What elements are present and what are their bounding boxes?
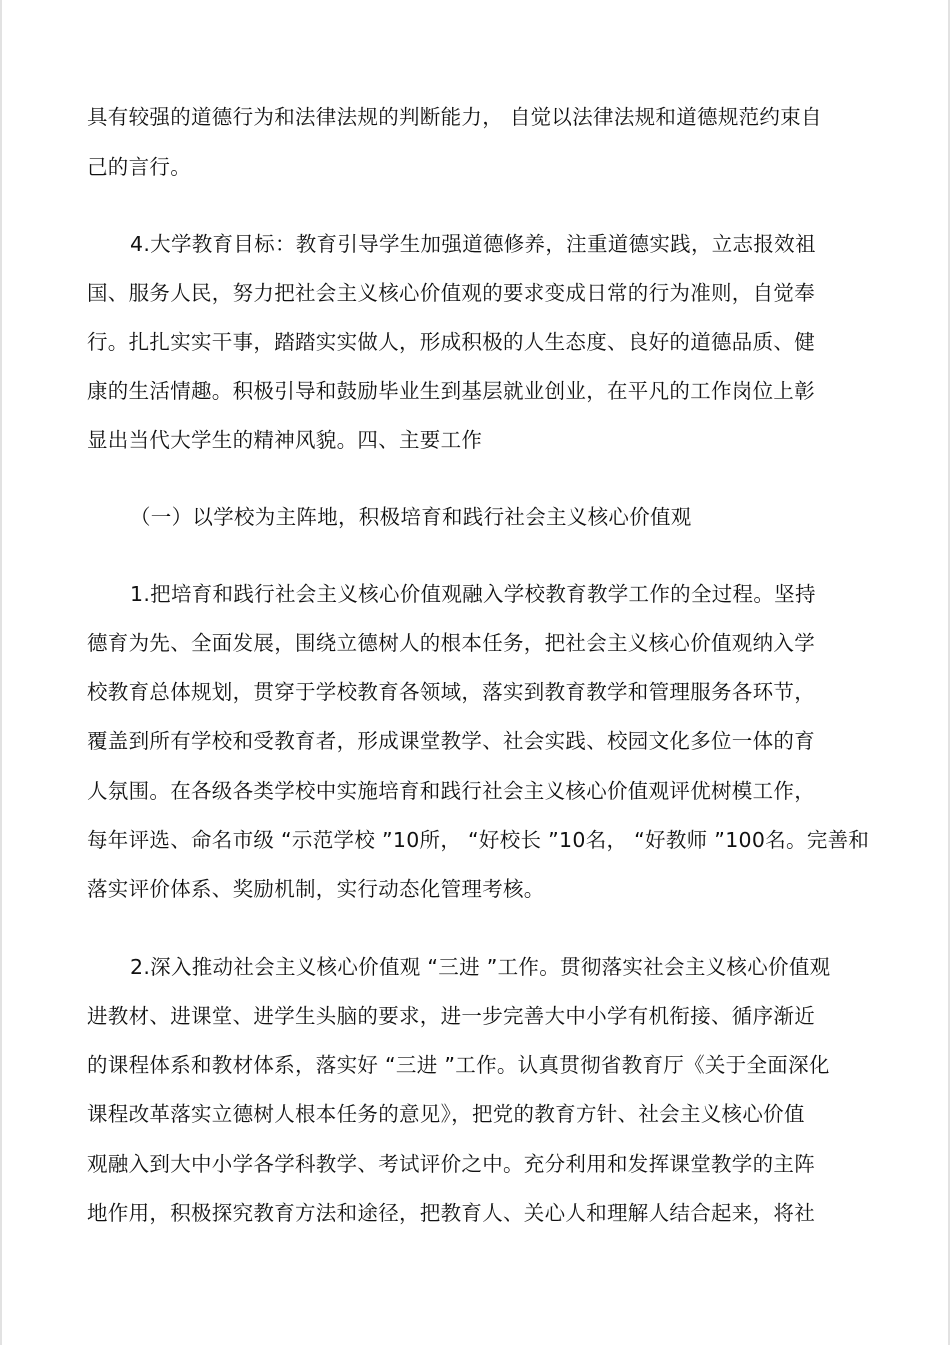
text-line-18: 的课程体系和教材体系，落实好 “三进 ”工作。认真贯彻省教育厅《关于全面深化: [87, 1053, 830, 1077]
text-line-11: 校教育总体规划，贯穿于学校教育各领域，落实到教育教学和管理服务各环节，: [87, 680, 815, 704]
text-line-7: 显出当代大学生的精神风貌。四、主要工作: [87, 428, 483, 452]
text-line-17: 进教材、进课堂、进学生头脑的要求，进一步完善大中小学有机衔接、循序渐近: [87, 1004, 815, 1028]
text-line-10: 德育为先、全面发展，围绕立德树人的根本任务，把社会主义核心价值观纳入学: [87, 631, 815, 655]
text-line-13: 人氛围。在各级各类学校中实施培育和践行社会主义核心价值观评优树模工作，: [87, 779, 815, 803]
text-line-3: 4.大学教育目标：教育引导学生加强道德修养，注重道德实践，立志报效祖: [130, 232, 816, 256]
text-line-2: 己的言行。: [87, 155, 191, 179]
text-line-21: 地作用，积极探究教育方法和途径，把教育人、关心人和理解人结合起来，将社: [87, 1201, 815, 1225]
section-heading: （一）以学校为主阵地，积极培育和践行社会主义核心价值观: [130, 505, 692, 529]
text-line-1: 具有较强的道德行为和法律法规的判断能力， 自觉以法律法规和道德规范约束自: [87, 105, 822, 129]
text-line-9: 1.把培育和践行社会主义核心价值观融入学校教育教学工作的全过程。坚持: [130, 582, 816, 606]
text-line-19: 课程改革落实立德树人根本任务的意见》，把党的教育方针、社会主义核心价值: [87, 1102, 805, 1126]
text-line-5: 行。扎扎实实干事，踏踏实实做人，形成积极的人生态度、良好的道德品质、健: [87, 330, 815, 354]
text-line-14: 每年评选、命名市级 “示范学校 ”10所， “好校长 ”10名， “好教师 ”100名。完善和: [87, 828, 870, 852]
text-line-12: 覆盖到所有学校和受教育者，形成课堂教学、社会实践、校园文化多位一体的育: [87, 729, 815, 753]
page-edge-left: [0, 0, 2, 1345]
text-line-4: 国、服务人民，努力把社会主义核心价值观的要求变成日常的行为准则，自觉奉: [87, 281, 815, 305]
text-line-20: 观融入到大中小学各学科教学、考试评价之中。充分利用和发挥课堂教学的主阵: [87, 1152, 815, 1176]
text-line-15: 落实评价体系、奖励机制，实行动态化管理考核。: [87, 877, 545, 901]
text-line-6: 康的生活情趣。积极引导和鼓励毕业生到基层就业创业，在平凡的工作岗位上彰: [87, 379, 815, 403]
text-line-16: 2.深入推动社会主义核心价值观 “三进 ”工作。贯彻落实社会主义核心价值观: [130, 955, 831, 979]
